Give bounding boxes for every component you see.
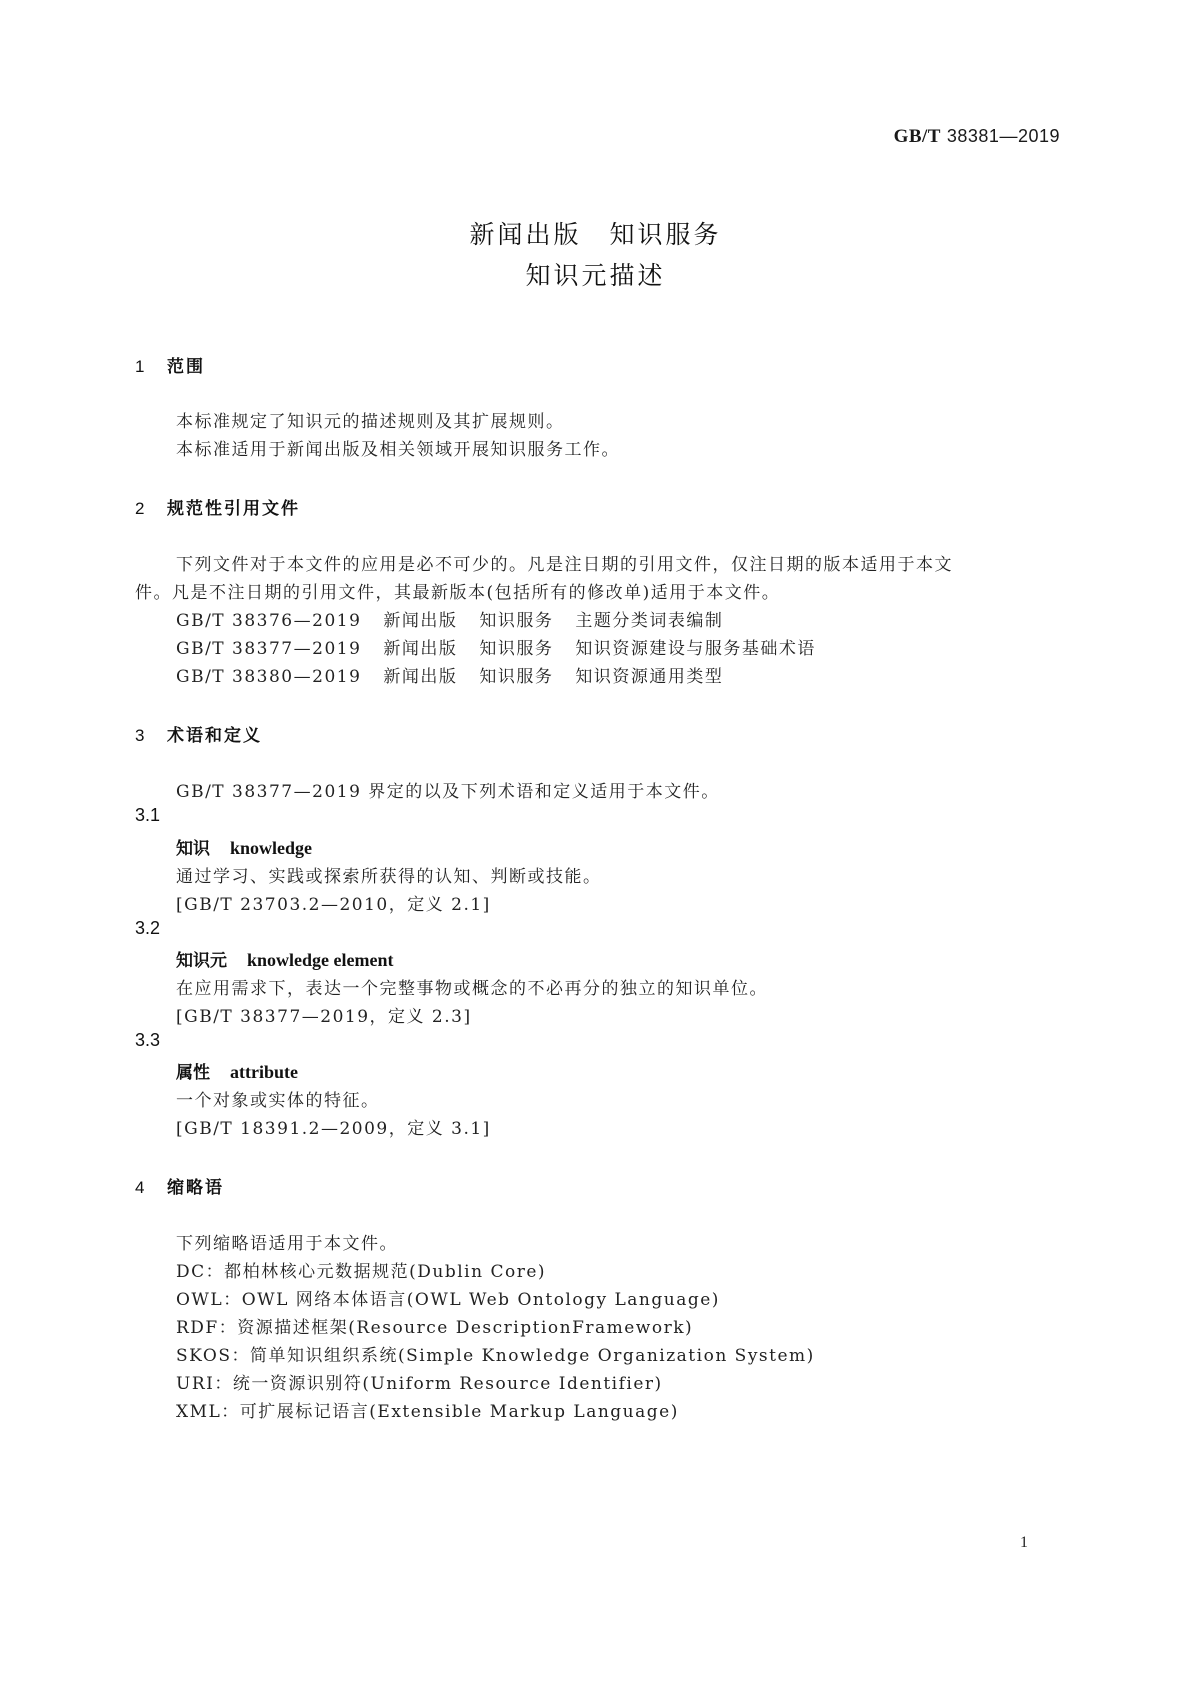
reference-title: 新闻出版 [383, 611, 458, 631]
abbreviation-item: SKOS：简单知识组织系统(Simple Knowledge Organization System) [176, 1346, 815, 1366]
paragraph: 下列文件对于本文件的应用是必不可少的。凡是注日期的引用文件，仅注日期的版本适用于本文 [176, 555, 953, 575]
term-source: [GB/T 38377—2019，定义 2.3] [176, 1007, 472, 1027]
standard-prefix: GB/T [893, 126, 941, 147]
reference-title: 新闻出版 [383, 639, 458, 659]
abbreviation-item: RDF：资源描述框架(Resource DescriptionFramework) [176, 1318, 694, 1338]
abbreviation-item: XML：可扩展标记语言(Extensible Markup Language) [176, 1402, 679, 1422]
title-part2: 知识服务 [609, 220, 722, 249]
section-number: 3 [135, 726, 145, 745]
abbreviation-item: OWL：OWL 网络本体语言(OWL Web Ontology Language) [176, 1290, 720, 1310]
abbreviation-item: DC：都柏林核心元数据规范(Dublin Core) [176, 1262, 547, 1282]
term-en: knowledge [230, 838, 313, 858]
term-name [176, 834, 312, 859]
section-title: 缩略语 [167, 1178, 224, 1198]
section-title: 术语和定义 [167, 726, 262, 746]
term-definition: 一个对象或实体的特征。 [176, 1091, 380, 1111]
paragraph: 下列缩略语适用于本文件。 [176, 1234, 398, 1254]
paragraph: GB/T 38377—2019 界定的以及下列术语和定义适用于本文件。 [176, 782, 720, 802]
term-number: 3.1 [135, 805, 161, 825]
abbreviation-item: URI：统一资源识别符(Uniform Resource Identifier) [176, 1374, 663, 1394]
section-title: 规范性引用文件 [167, 499, 300, 519]
reference-item [176, 606, 723, 631]
term-en: knowledge element [247, 950, 394, 970]
reference-title: 知识资源通用类型 [575, 667, 724, 687]
section-number: 4 [135, 1178, 145, 1197]
term-source: [GB/T 18391.2—2009，定义 3.1] [176, 1119, 491, 1139]
page-number: 1 [1020, 1534, 1028, 1551]
document-title-line1 [0, 215, 1191, 251]
reference-code: GB/T 38380—2019 [176, 667, 362, 687]
reference-title: 主题分类词表编制 [575, 611, 724, 631]
reference-code: GB/T 38376—2019 [176, 611, 362, 631]
reference-item [176, 662, 723, 687]
term-source: [GB/T 23703.2—2010，定义 2.1] [176, 895, 491, 915]
term-definition: 通过学习、实践或探索所获得的认知、判断或技能。 [176, 867, 602, 887]
reference-title: 知识资源建设与服务基础术语 [575, 639, 816, 659]
term-zh: 属性 [176, 1063, 210, 1083]
term-name [176, 1058, 298, 1083]
standard-code: 38381—2019 [946, 126, 1060, 146]
section-number: 2 [135, 499, 145, 518]
standard-number [894, 126, 1060, 148]
section-number: 1 [135, 357, 145, 376]
term-number: 3.3 [135, 1030, 161, 1050]
paragraph: 本标准规定了知识元的描述规则及其扩展规则。 [176, 412, 565, 432]
section-heading-1 [135, 352, 205, 377]
paragraph: 件。凡是不注日期的引用文件，其最新版本(包括所有的修改单)适用于本文件。 [135, 583, 781, 603]
term-zh: 知识元 [176, 951, 227, 971]
term-number: 3.2 [135, 918, 161, 938]
section-heading-2 [135, 494, 300, 519]
section-heading-3 [135, 721, 262, 746]
reference-title: 知识服务 [479, 667, 554, 687]
reference-title: 知识服务 [479, 611, 554, 631]
reference-title: 新闻出版 [383, 667, 458, 687]
document-title-line2: 知识元描述 [525, 261, 666, 290]
section-heading-4 [135, 1173, 224, 1198]
section-title: 范围 [167, 357, 205, 377]
term-en: attribute [230, 1062, 298, 1082]
title-part1: 新闻出版 [469, 220, 582, 249]
paragraph: 本标准适用于新闻出版及相关领域开展知识服务工作。 [176, 440, 620, 460]
term-name [176, 946, 393, 971]
reference-code: GB/T 38377—2019 [176, 639, 362, 659]
reference-item [176, 634, 816, 659]
term-zh: 知识 [176, 839, 210, 859]
reference-title: 知识服务 [479, 639, 554, 659]
term-definition: 在应用需求下，表达一个完整事物或概念的不必再分的独立的知识单位。 [176, 979, 768, 999]
